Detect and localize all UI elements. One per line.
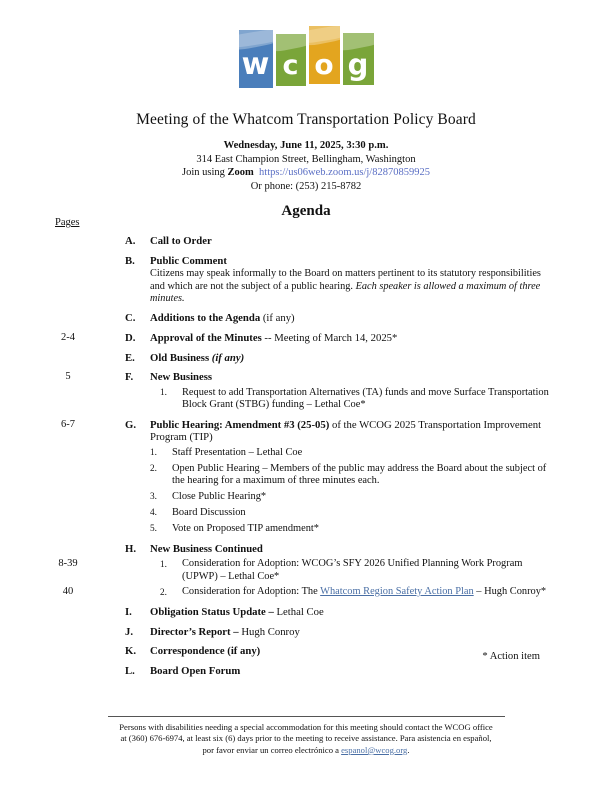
subitem-number: 2. — [160, 587, 167, 598]
logo-letter-c: c — [282, 49, 299, 81]
item-text — [150, 352, 552, 365]
item-letter: E. — [125, 351, 135, 364]
agenda-subitem-g2 — [0, 463, 612, 488]
meeting-join-line — [0, 166, 612, 180]
item-letter: F. — [125, 371, 134, 384]
item-letter: B. — [125, 254, 135, 267]
item-head: Correspondence (if any) — [150, 645, 261, 658]
item-text — [150, 235, 552, 248]
join-zoom-label: Zoom — [227, 167, 254, 179]
item-letter: G. — [125, 418, 136, 431]
item-letter: J. — [125, 625, 134, 638]
subitem-number: 1. — [160, 388, 167, 399]
item-text — [150, 255, 552, 268]
footer-divider — [108, 716, 505, 717]
item-head: Call to Order — [150, 235, 212, 247]
page-number: 6-7 — [61, 418, 75, 430]
footer-line-2: at (360) 676-6974, at least six (6) days prior to the meeting to receive assistance. Para asistencia en español, — [120, 733, 492, 744]
join-prefix: Join using — [182, 167, 228, 179]
page-number: 5 — [65, 371, 71, 383]
item-head: New Business — [150, 371, 213, 384]
item-head: Additions to the Agenda — [150, 312, 261, 325]
agenda-item-e — [0, 352, 612, 365]
meeting-address: 314 East Champion Street, Bellingham, Washington — [196, 153, 416, 165]
subitem-text: Consideration for Adoption: WCOG’s SFY 2026 Unified Planning Work Program (UPWP) – Lethal Coe* — [182, 558, 523, 582]
page-title: Meeting of the Whatcom Transportation Policy Board — [136, 111, 476, 128]
item-letter: A. — [125, 235, 136, 247]
subitem-text: Vote on Proposed TIP amendment* — [172, 522, 319, 534]
agenda-subitem-h1 — [0, 558, 612, 583]
item-text — [150, 419, 552, 444]
agenda-list — [0, 228, 612, 677]
agenda-item-f — [0, 371, 612, 384]
subitem-number: 2. — [150, 464, 157, 475]
item-head: Old Business — [150, 351, 212, 364]
item-text — [150, 371, 552, 384]
agenda-subitem-h2 — [0, 586, 612, 599]
pages-column-label: Pages — [55, 217, 80, 228]
page-number: 2-4 — [61, 332, 75, 343]
subitem-number: 5. — [150, 524, 157, 535]
subitem-text-before: Consideration for Adoption: The — [182, 586, 321, 597]
subitem-text: Open Public Hearing – Members of the public may address the Board about the subject of the hearing for a maximum of three minutes each. — [172, 462, 547, 487]
agenda-item-l — [0, 665, 612, 678]
item-letter: D. — [125, 332, 136, 344]
item-head: Public Comment — [150, 254, 227, 267]
logo-tile-g — [343, 33, 374, 85]
agenda-item-b-description — [150, 268, 612, 305]
item-tail: -- Meeting of March 14, 2025* — [261, 332, 398, 344]
item-head: Approval of the Minutes — [150, 332, 262, 344]
subitem-text-after: – Hugh Conroy* — [473, 586, 547, 597]
logo-letter-o: o — [314, 48, 334, 81]
item-text — [150, 332, 552, 345]
item-tail: Hugh Conroy — [238, 625, 300, 638]
subitem-text: Request to add Transportation Alternatives (TA) funds and move Surface Transportation Block Grant (STBG) funding – Lethal Coe* — [182, 386, 549, 411]
item-text — [150, 665, 552, 678]
meeting-meta — [0, 139, 612, 193]
espanol-email-link[interactable]: espanol@wcog.org — [341, 744, 408, 755]
item-text — [150, 606, 552, 619]
action-item-note: * Action item — [482, 651, 540, 662]
item-head: Public Hearing: Amendment #3 (25-05) — [150, 418, 330, 431]
page-number: 40 — [62, 586, 74, 597]
item-tail-italic: (if any) — [211, 351, 245, 364]
footer-line-1: Persons with disabilities needing a special accommodation for this meeting should contact the WCOG office — [119, 722, 493, 732]
item-tail: (if any) — [260, 312, 295, 325]
agenda-item-g — [0, 419, 612, 444]
item-head: Director’s Report – — [150, 625, 239, 638]
item-text — [150, 312, 552, 325]
item-head: Board Open Forum — [150, 664, 241, 677]
item-text — [150, 543, 552, 556]
agenda-item-i — [0, 606, 612, 619]
subitem-text — [182, 586, 554, 598]
subitem-number: 1. — [150, 448, 157, 459]
zoom-meeting-link[interactable]: https://us06web.zoom.us/j/82870859925 — [259, 167, 430, 179]
item-head: New Business Continued — [150, 542, 263, 555]
footer-accommodation-notice — [80, 722, 532, 756]
subitem-text: Close Public Hearing* — [172, 490, 267, 502]
agenda-heading: Agenda — [281, 203, 331, 219]
subitem-number: 4. — [150, 508, 157, 519]
page-number: 8-39 — [58, 558, 78, 570]
agenda-item-a — [0, 235, 612, 248]
item-tail: of the WCOG 2025 Transportation Improvement Program (TIP) — [150, 418, 542, 444]
safety-action-plan-link[interactable]: Whatcom Region Safety Action Plan — [320, 586, 474, 597]
logo-tile-w — [239, 30, 273, 88]
meeting-phone: Or phone: (253) 215-8782 — [250, 180, 362, 192]
subitem-number: 1. — [160, 559, 167, 570]
logo-tile-c — [276, 34, 306, 86]
footer-line-3-after: . — [407, 744, 410, 755]
meeting-datetime: Wednesday, June 11, 2025, 3:30 p.m. — [223, 140, 389, 151]
agenda-subitem-g4 — [0, 507, 612, 520]
item-letter: K. — [125, 645, 136, 658]
item-letter: I. — [125, 606, 132, 618]
agenda-item-h — [0, 543, 612, 556]
logo-letter-w: w — [241, 47, 270, 82]
item-letter: H. — [125, 542, 136, 555]
agenda-item-d — [0, 332, 612, 345]
subitem-text: Staff Presentation – Lethal Coe — [172, 446, 303, 458]
agenda-subitem-g5 — [0, 523, 612, 536]
agenda-subitem-f1 — [0, 387, 612, 412]
agenda-subitem-g3 — [0, 491, 612, 504]
footer-line-3-before: por favor enviar un correo electrónico a — [202, 744, 342, 755]
item-tail: Lethal Coe — [273, 606, 324, 618]
logo-tile-o — [309, 26, 340, 84]
item-letter: L. — [125, 664, 135, 677]
subitem-text: Board Discussion — [172, 506, 246, 518]
agenda-item-b — [0, 255, 612, 268]
agenda-subitem-g1 — [0, 447, 612, 460]
logo-letter-g: g — [347, 47, 369, 82]
item-head: Obligation Status Update – — [150, 606, 274, 618]
item-letter: C. — [125, 312, 136, 325]
logo-container — [0, 26, 612, 84]
description-plain: Citizens may speak informally to the Board on matters pertinent to its statutory responsibilities and which are not the subject of a public hearing. — [150, 268, 541, 292]
footer-line-3 — [80, 745, 532, 756]
item-text — [150, 626, 552, 639]
subitem-number: 3. — [150, 492, 157, 503]
agenda-item-j — [0, 626, 612, 639]
agenda-item-c — [0, 312, 612, 325]
description-italic: Each speaker is allowed a maximum of three minutes. — [150, 280, 541, 304]
wcog-logo — [239, 26, 374, 84]
